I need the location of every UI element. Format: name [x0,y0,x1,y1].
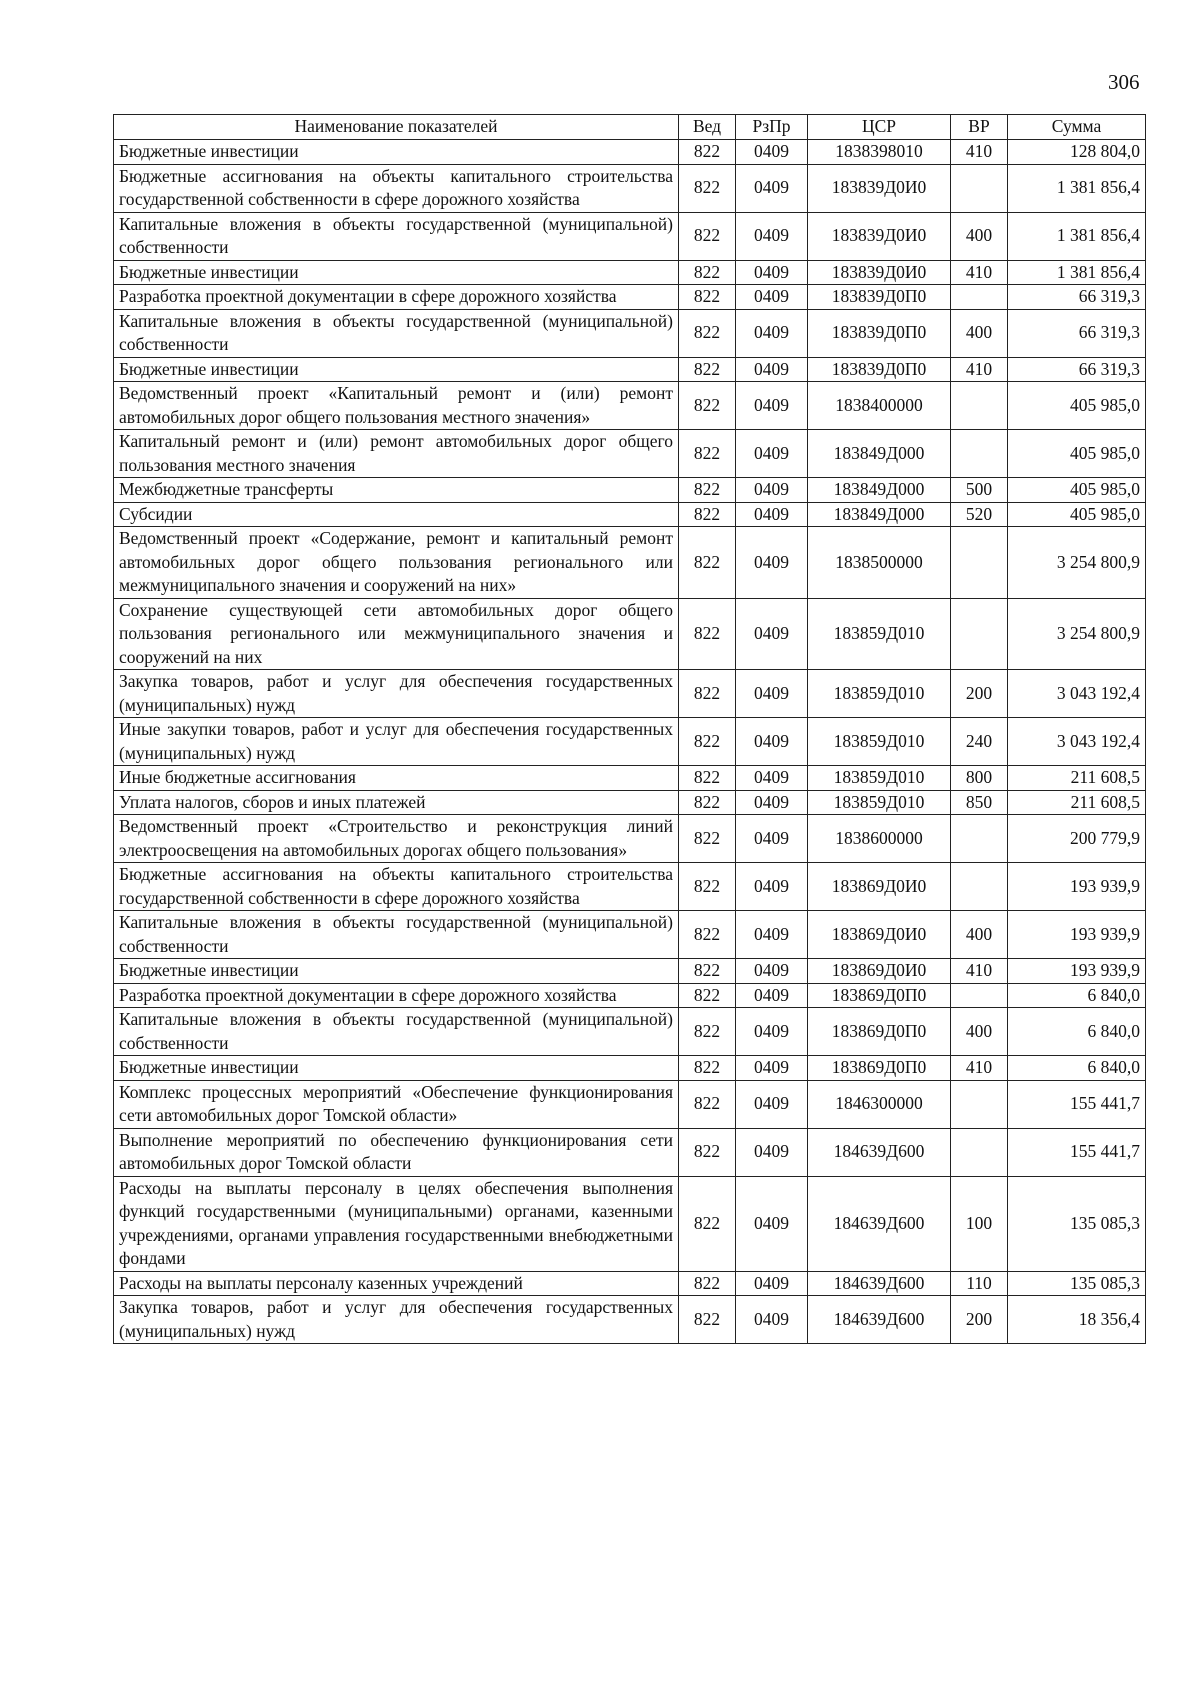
column-header-csr: ЦСР [808,115,951,140]
cell-ved: 822 [679,478,736,503]
cell-sum: 3 254 800,9 [1008,527,1146,599]
cell-rzpr: 0409 [736,478,808,503]
cell-ved: 822 [679,1271,736,1296]
header-row [114,115,1146,140]
cell-rzpr: 0409 [736,309,808,357]
cell-sum: 6 840,0 [1008,983,1146,1008]
cell-name: Уплата налогов, сборов и иных платежей [114,790,679,815]
cell-vr: 500 [951,478,1008,503]
cell-vr: 100 [951,1176,1008,1271]
cell-name: Капитальный ремонт и (или) ремонт автомобильных дорог общего пользования местного значения [114,430,679,478]
cell-csr: 183869Д0П0 [808,1056,951,1081]
cell-csr: 184639Д600 [808,1128,951,1176]
table-row [114,285,1146,310]
cell-ved: 822 [679,309,736,357]
cell-ved: 822 [679,502,736,527]
cell-ved: 822 [679,527,736,599]
cell-name: Расходы на выплаты персоналу казенных учреждений [114,1271,679,1296]
cell-vr [951,285,1008,310]
cell-name: Закупка товаров, работ и услуг для обеспечения государственных (муниципальных) нужд [114,1296,679,1344]
cell-sum: 6 840,0 [1008,1008,1146,1056]
cell-name: Бюджетные инвестиции [114,357,679,382]
cell-csr: 183849Д000 [808,502,951,527]
cell-ved: 822 [679,911,736,959]
cell-csr: 183869Д0П0 [808,1008,951,1056]
cell-csr: 183839Д0И0 [808,164,951,212]
cell-sum: 211 608,5 [1008,790,1146,815]
cell-ved: 822 [679,382,736,430]
cell-rzpr: 0409 [736,790,808,815]
cell-csr: 183859Д010 [808,766,951,791]
cell-rzpr: 0409 [736,718,808,766]
cell-rzpr: 0409 [736,1271,808,1296]
cell-csr: 183859Д010 [808,790,951,815]
cell-rzpr: 0409 [736,598,808,670]
cell-rzpr: 0409 [736,212,808,260]
cell-sum: 3 043 192,4 [1008,718,1146,766]
cell-sum: 211 608,5 [1008,766,1146,791]
cell-ved: 822 [679,598,736,670]
column-header-ved: Вед [679,115,736,140]
cell-sum: 193 939,9 [1008,959,1146,984]
cell-name: Ведомственный проект «Содержание, ремонт и капитальный ремонт автомобильных дорог общего пользования регионального или межмуниципального значения и сооружений на них» [114,527,679,599]
cell-vr [951,983,1008,1008]
table-row [114,1008,1146,1056]
cell-sum: 193 939,9 [1008,863,1146,911]
cell-vr [951,863,1008,911]
table-row [114,911,1146,959]
cell-name: Иные закупки товаров, работ и услуг для обеспечения государственных (муниципальных) нужд [114,718,679,766]
cell-sum: 405 985,0 [1008,502,1146,527]
cell-rzpr: 0409 [736,164,808,212]
column-header-sum: Сумма [1008,115,1146,140]
table-row [114,983,1146,1008]
cell-csr: 183849Д000 [808,478,951,503]
cell-sum: 66 319,3 [1008,285,1146,310]
table-row [114,382,1146,430]
table-row [114,1056,1146,1081]
cell-rzpr: 0409 [736,815,808,863]
cell-csr: 183869Д0И0 [808,911,951,959]
cell-name: Бюджетные ассигнования на объекты капитального строительства государственной собственности в сфере дорожного хозяйства [114,164,679,212]
table-row [114,212,1146,260]
cell-csr: 1838500000 [808,527,951,599]
cell-csr: 1838398010 [808,140,951,165]
cell-ved: 822 [679,959,736,984]
cell-csr: 183869Д0И0 [808,959,951,984]
cell-vr: 200 [951,1296,1008,1344]
cell-ved: 822 [679,983,736,1008]
cell-name: Ведомственный проект «Строительство и реконструкция линий электроосвещения на автомобильных дорогах общего пользования» [114,815,679,863]
cell-vr: 850 [951,790,1008,815]
column-header-rzpr: РзПр [736,115,808,140]
cell-sum: 405 985,0 [1008,430,1146,478]
cell-sum: 155 441,7 [1008,1128,1146,1176]
cell-sum: 66 319,3 [1008,309,1146,357]
cell-vr: 200 [951,670,1008,718]
cell-ved: 822 [679,863,736,911]
cell-sum: 193 939,9 [1008,911,1146,959]
table-row [114,140,1146,165]
cell-ved: 822 [679,670,736,718]
cell-name: Бюджетные инвестиции [114,260,679,285]
cell-ved: 822 [679,430,736,478]
cell-vr: 400 [951,911,1008,959]
cell-vr: 800 [951,766,1008,791]
cell-csr: 183859Д010 [808,718,951,766]
cell-csr: 183839Д0П0 [808,285,951,310]
cell-csr: 1838400000 [808,382,951,430]
table-row [114,502,1146,527]
cell-rzpr: 0409 [736,285,808,310]
cell-vr [951,430,1008,478]
cell-sum: 18 356,4 [1008,1296,1146,1344]
cell-name: Бюджетные ассигнования на объекты капитального строительства государственной собственности в сфере дорожного хозяйства [114,863,679,911]
cell-vr [951,527,1008,599]
cell-sum: 6 840,0 [1008,1056,1146,1081]
cell-vr: 400 [951,1008,1008,1056]
cell-rzpr: 0409 [736,766,808,791]
cell-rzpr: 0409 [736,983,808,1008]
table-row [114,815,1146,863]
cell-csr: 184639Д600 [808,1271,951,1296]
cell-csr: 183839Д0П0 [808,357,951,382]
cell-sum: 405 985,0 [1008,478,1146,503]
table-row [114,1176,1146,1271]
table-row [114,527,1146,599]
table-row [114,766,1146,791]
cell-name: Разработка проектной документации в сфере дорожного хозяйства [114,983,679,1008]
budget-table [113,114,1146,1344]
cell-name: Бюджетные инвестиции [114,959,679,984]
cell-sum: 1 381 856,4 [1008,212,1146,260]
cell-vr: 400 [951,309,1008,357]
cell-name: Ведомственный проект «Капитальный ремонт и (или) ремонт автомобильных дорог общего пользования местного значения» [114,382,679,430]
table-row [114,1080,1146,1128]
cell-sum: 200 779,9 [1008,815,1146,863]
cell-sum: 66 319,3 [1008,357,1146,382]
cell-sum: 3 043 192,4 [1008,670,1146,718]
column-header-vr: ВР [951,115,1008,140]
cell-name: Межбюджетные трансферты [114,478,679,503]
cell-vr [951,815,1008,863]
cell-rzpr: 0409 [736,260,808,285]
cell-rzpr: 0409 [736,1176,808,1271]
cell-name: Бюджетные инвестиции [114,140,679,165]
cell-rzpr: 0409 [736,140,808,165]
table-row [114,863,1146,911]
table-row [114,1271,1146,1296]
cell-sum: 405 985,0 [1008,382,1146,430]
cell-ved: 822 [679,1080,736,1128]
cell-rzpr: 0409 [736,1008,808,1056]
cell-ved: 822 [679,1176,736,1271]
cell-vr [951,164,1008,212]
cell-csr: 183839Д0И0 [808,212,951,260]
cell-vr: 410 [951,140,1008,165]
cell-name: Комплекс процессных мероприятий «Обеспечение функционирования сети автомобильных дорог Томской области» [114,1080,679,1128]
table-row [114,478,1146,503]
cell-name: Бюджетные инвестиции [114,1056,679,1081]
table-row [114,670,1146,718]
cell-rzpr: 0409 [736,357,808,382]
cell-csr: 1846300000 [808,1080,951,1128]
cell-vr: 240 [951,718,1008,766]
cell-ved: 822 [679,1056,736,1081]
cell-name: Разработка проектной документации в сфере дорожного хозяйства [114,285,679,310]
table-row [114,598,1146,670]
table-row [114,309,1146,357]
cell-name: Иные бюджетные ассигнования [114,766,679,791]
cell-name: Расходы на выплаты персоналу в целях обеспечения выполнения функций государственными (муниципальными) органами, казенными учреждениями, органами управления государственными внебюджетными фондами [114,1176,679,1271]
cell-name: Выполнение мероприятий по обеспечению функционирования сети автомобильных дорог Томской области [114,1128,679,1176]
cell-name: Капитальные вложения в объекты государственной (муниципальной) собственности [114,911,679,959]
cell-ved: 822 [679,815,736,863]
cell-vr [951,382,1008,430]
table-row [114,260,1146,285]
table-row [114,790,1146,815]
cell-ved: 822 [679,357,736,382]
page-number: 306 [1108,70,1140,94]
cell-vr: 520 [951,502,1008,527]
cell-rzpr: 0409 [736,959,808,984]
cell-ved: 822 [679,285,736,310]
cell-csr: 183839Д0П0 [808,309,951,357]
cell-name: Сохранение существующей сети автомобильных дорог общего пользования регионального или межмуниципального значения и сооружений на них [114,598,679,670]
cell-ved: 822 [679,140,736,165]
table-row [114,1296,1146,1344]
cell-vr: 400 [951,212,1008,260]
cell-ved: 822 [679,212,736,260]
cell-name: Капитальные вложения в объекты государственной (муниципальной) собственности [114,212,679,260]
cell-sum: 3 254 800,9 [1008,598,1146,670]
cell-rzpr: 0409 [736,863,808,911]
cell-name: Закупка товаров, работ и услуг для обеспечения государственных (муниципальных) нужд [114,670,679,718]
table-row [114,1128,1146,1176]
cell-ved: 822 [679,260,736,285]
cell-vr [951,1128,1008,1176]
cell-vr: 410 [951,959,1008,984]
cell-ved: 822 [679,1128,736,1176]
cell-rzpr: 0409 [736,1080,808,1128]
cell-rzpr: 0409 [736,1056,808,1081]
cell-vr: 410 [951,357,1008,382]
cell-rzpr: 0409 [736,1128,808,1176]
cell-csr: 183869Д0П0 [808,983,951,1008]
cell-csr: 1838600000 [808,815,951,863]
cell-sum: 155 441,7 [1008,1080,1146,1128]
table-row [114,718,1146,766]
cell-sum: 135 085,3 [1008,1271,1146,1296]
cell-name: Капитальные вложения в объекты государственной (муниципальной) собственности [114,309,679,357]
column-header-name: Наименование показателей [114,115,679,140]
cell-ved: 822 [679,718,736,766]
table-row [114,959,1146,984]
cell-csr: 183849Д000 [808,430,951,478]
cell-ved: 822 [679,164,736,212]
cell-rzpr: 0409 [736,670,808,718]
cell-vr: 110 [951,1271,1008,1296]
cell-ved: 822 [679,790,736,815]
cell-csr: 183839Д0И0 [808,260,951,285]
cell-ved: 822 [679,1008,736,1056]
cell-csr: 184639Д600 [808,1176,951,1271]
cell-rzpr: 0409 [736,430,808,478]
cell-sum: 135 085,3 [1008,1176,1146,1271]
cell-csr: 183869Д0И0 [808,863,951,911]
table-row [114,430,1146,478]
cell-name: Субсидии [114,502,679,527]
cell-rzpr: 0409 [736,911,808,959]
cell-vr: 410 [951,1056,1008,1081]
cell-name: Капитальные вложения в объекты государственной (муниципальной) собственности [114,1008,679,1056]
cell-rzpr: 0409 [736,382,808,430]
cell-vr: 410 [951,260,1008,285]
cell-ved: 822 [679,1296,736,1344]
table-row [114,164,1146,212]
cell-csr: 183859Д010 [808,598,951,670]
cell-sum: 128 804,0 [1008,140,1146,165]
cell-csr: 184639Д600 [808,1296,951,1344]
cell-rzpr: 0409 [736,527,808,599]
cell-csr: 183859Д010 [808,670,951,718]
cell-vr [951,1080,1008,1128]
cell-rzpr: 0409 [736,1296,808,1344]
cell-ved: 822 [679,766,736,791]
cell-sum: 1 381 856,4 [1008,260,1146,285]
table-row [114,357,1146,382]
cell-sum: 1 381 856,4 [1008,164,1146,212]
cell-vr [951,598,1008,670]
cell-rzpr: 0409 [736,502,808,527]
